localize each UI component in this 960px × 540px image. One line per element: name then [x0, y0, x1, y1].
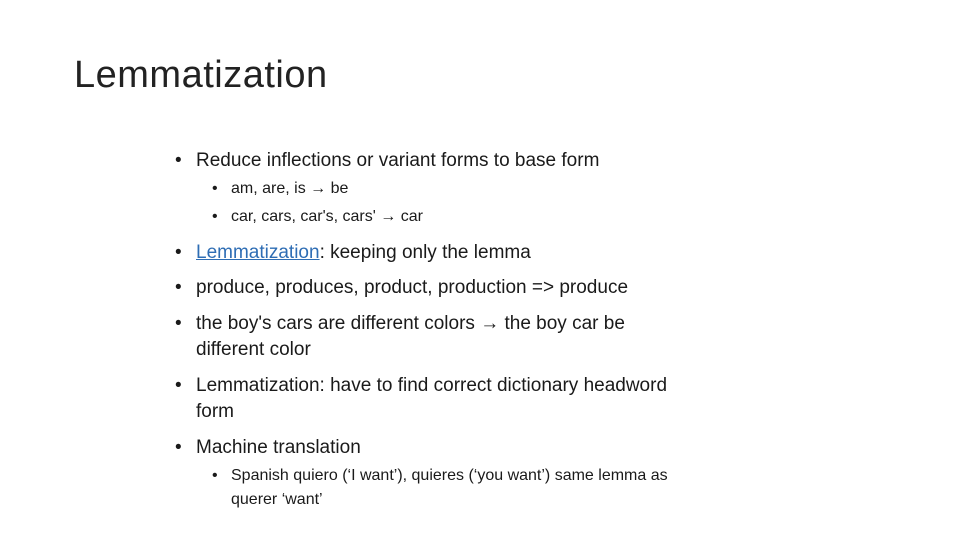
bullet-icon: • [175, 375, 182, 396]
bullet-text-line1: Lemmatization: have to find correct dictionary headword [196, 375, 668, 396]
bullet-text: : keeping only the lemma [319, 242, 531, 263]
bullet-icon: • [175, 437, 182, 458]
bullet-item [175, 373, 668, 425]
bullet-icon: • [175, 150, 182, 171]
bullet-item [175, 148, 600, 174]
sub-bullet-item [212, 175, 349, 203]
bullet-icon: • [175, 313, 182, 334]
sub-bullet-item [212, 464, 668, 512]
bullet-text-line2: querer ‘want’ [231, 491, 323, 508]
bullet-text: Reduce inflections or variant forms to base form [196, 150, 600, 171]
bullet-icon: • [212, 180, 218, 197]
lemmatization-link[interactable]: Lemmatization [196, 242, 320, 263]
bullet-text: car, cars, car's, cars' → car [231, 208, 423, 225]
bullet-text-line2: different color [196, 339, 311, 360]
bullet-icon: • [175, 277, 182, 298]
bullet-item [175, 311, 625, 363]
sub-bullet-item [212, 203, 423, 231]
bullet-text: am, are, is → be [231, 180, 349, 197]
bullet-text-line1: the boy's cars are different colors → the boy car be [196, 313, 625, 334]
bullet-icon: • [175, 242, 182, 263]
bullet-text-line2: form [196, 401, 234, 422]
bullet-icon: • [212, 208, 218, 225]
bullet-text: Machine translation [196, 437, 361, 458]
bullet-text-line1: Spanish quiero (‘I want’), quieres (‘you want’) same lemma as [231, 467, 668, 484]
slide-title: Lemmatization [74, 54, 328, 96]
bullet-item [175, 435, 361, 461]
bullet-text: produce, produces, product, production => produce [196, 277, 629, 298]
bullet-item [175, 240, 531, 266]
bullet-icon: • [212, 467, 218, 484]
bullet-item [175, 275, 629, 301]
